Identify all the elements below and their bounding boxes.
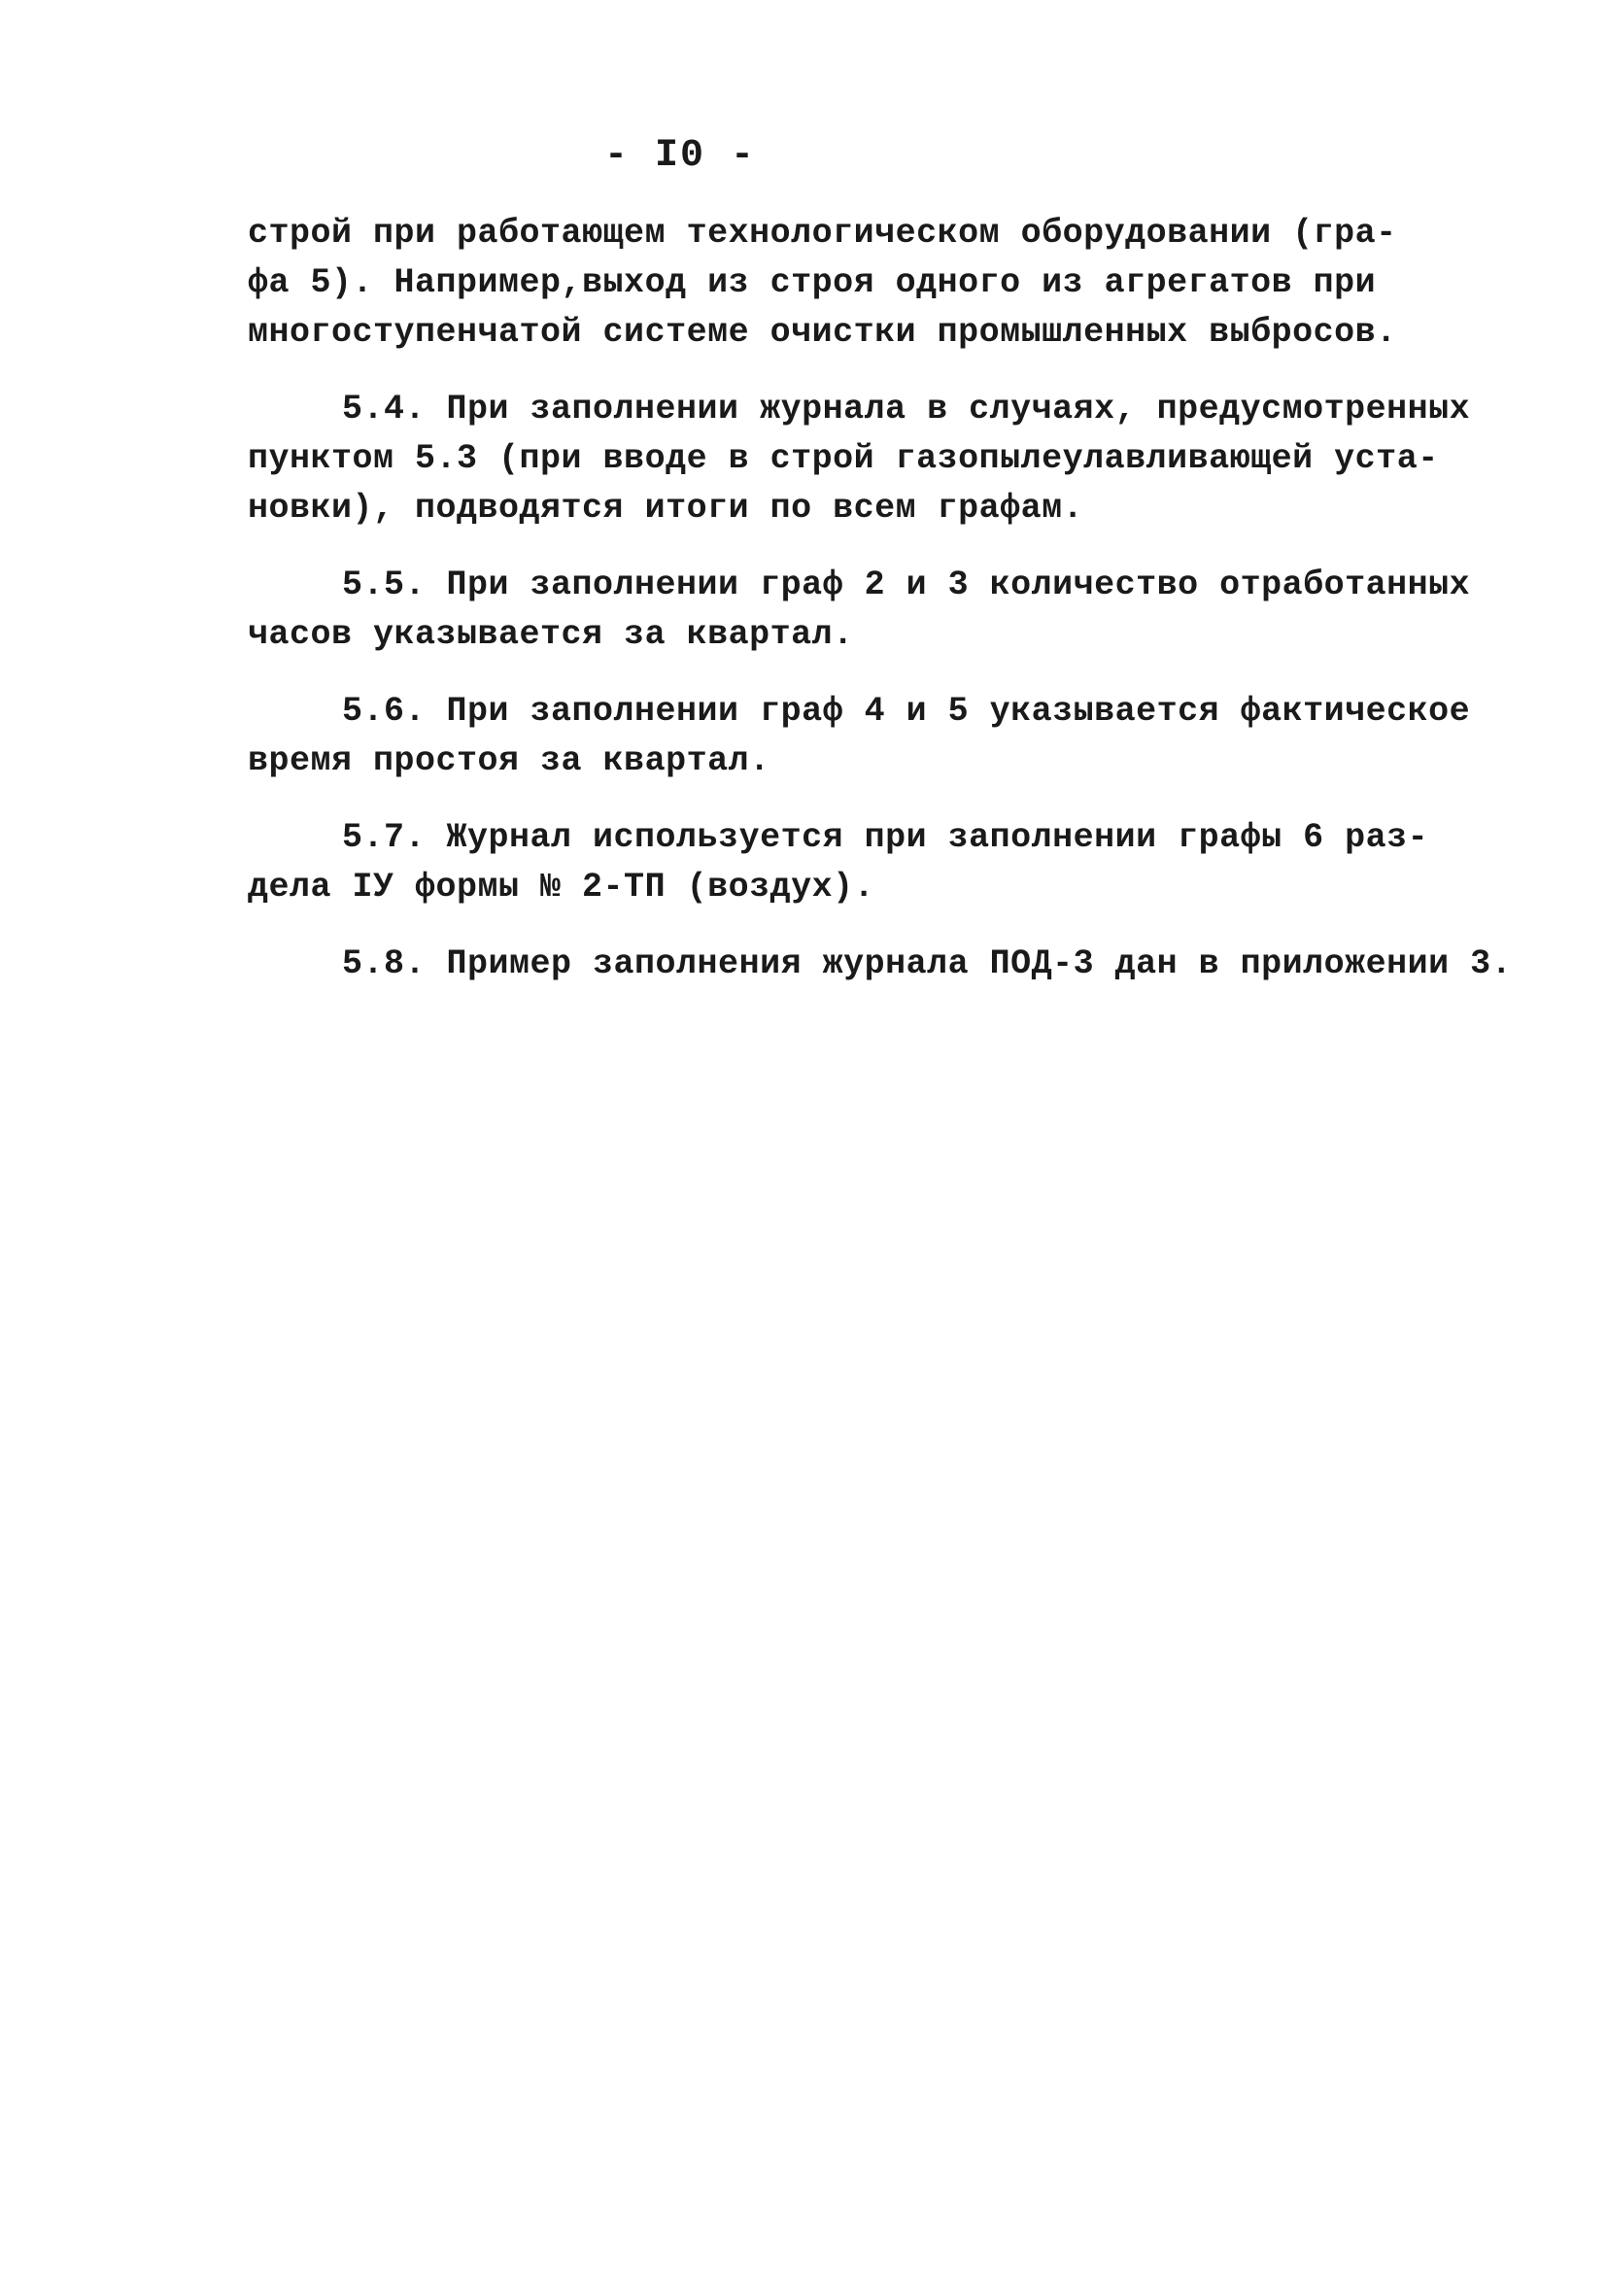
text-line: время простоя за квартал. [248,741,770,780]
paragraph-5-4 [248,385,1471,533]
text-line: 5.7. Журнал используется при заполнении графы 6 раз- [342,818,1429,857]
text-line: пунктом 5.3 (при вводе в строй газопылеулавливающей уста- [248,439,1439,478]
text-line: 5.5. При заполнении граф 2 и 3 количество отработанных [342,565,1471,604]
body-text [248,209,1513,1016]
page-number: - I0 - [603,134,757,178]
text-line: новки), подводятся итоги по всем графам. [248,489,1084,528]
paragraph-5-6 [248,687,1471,786]
text-line: дела IУ формы № 2-ТП (воздух). [248,868,875,907]
text-line: многоступенчатой системе очистки промышленных выбросов. [248,313,1397,352]
paragraph-continuation [248,209,1414,358]
text-line: 5.4. При заполнении журнала в случаях, предусмотренных [342,390,1471,428]
paragraph-5-5 [248,561,1471,660]
text-line: строй при работающем технологическом оборудовании (гра- [248,214,1397,253]
paragraph-5-8 [248,940,1513,989]
text-line: часов указывается за квартал. [248,615,854,654]
text-line: фа 5). Например,выход из строя одного из агрегатов при [248,263,1377,302]
text-line: 5.6. При заполнении граф 4 и 5 указывается фактическое [342,692,1471,731]
paragraph-5-7 [248,813,1429,912]
text-line: 5.8. Пример заполнения журнала ПОД-3 дан в приложении 3. [342,944,1513,983]
